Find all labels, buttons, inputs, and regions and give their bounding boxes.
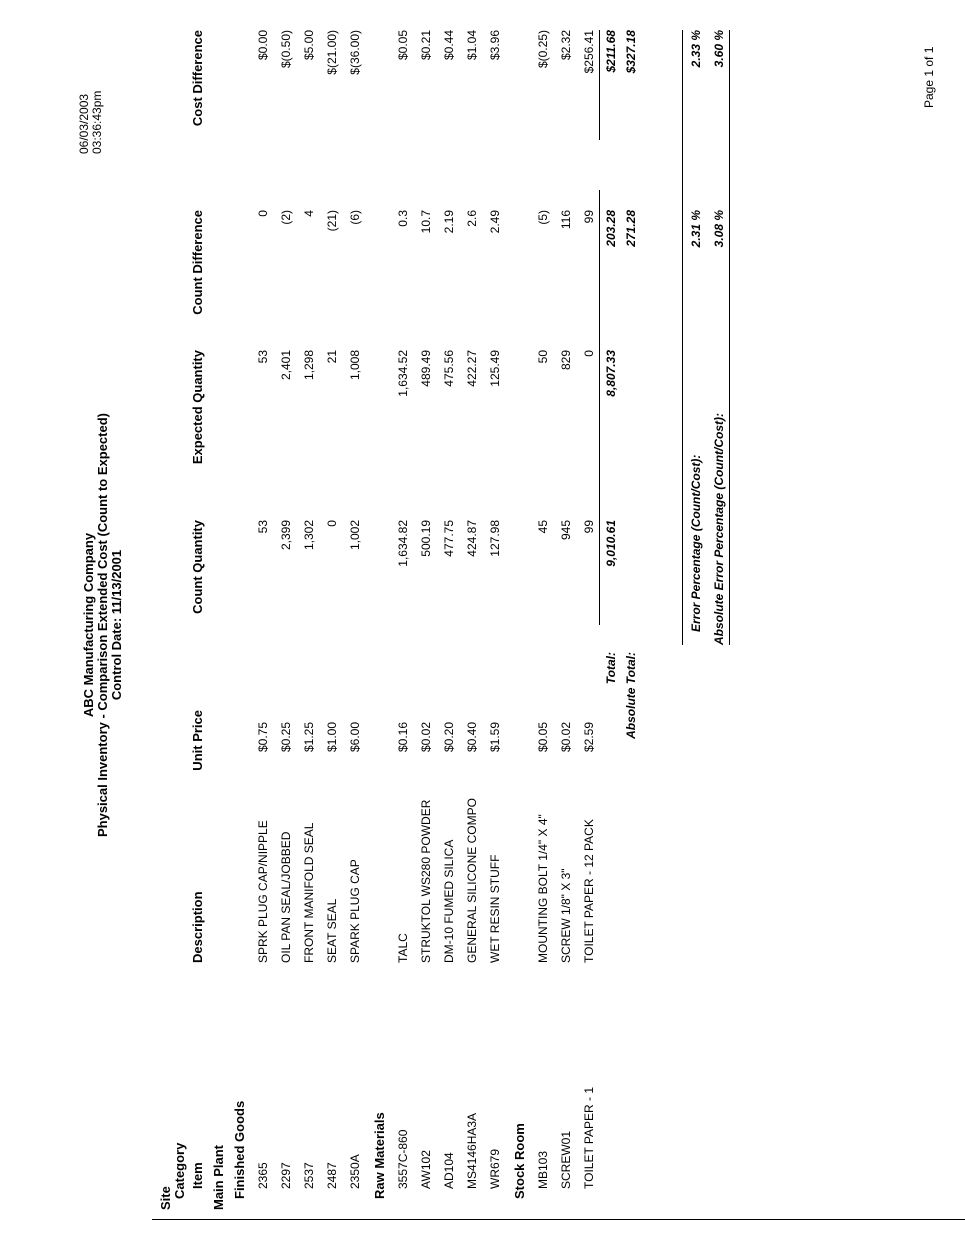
col-count-quantity: Count Quantity	[190, 520, 205, 614]
cell-expected-quantity: 21	[325, 350, 339, 364]
cell-cost-difference: $(0.50)	[279, 30, 293, 69]
totals-rule-cost	[599, 30, 600, 140]
cell-cost-difference: $(0.25)	[536, 30, 550, 69]
cell-count-quantity: 1,302	[302, 520, 316, 551]
cell-description: OIL PAN SEAL/JOBBED	[279, 831, 293, 963]
cell-item: 2297	[279, 1162, 293, 1189]
cell-item: AD104	[442, 1152, 456, 1189]
cell-item: SCREW01	[559, 1130, 573, 1189]
cell-count-quantity: 2,399	[279, 520, 293, 551]
category-heading: Raw Materials	[372, 1112, 387, 1199]
total-count-difference: 203.28	[604, 210, 618, 247]
absolute-error-percentage-label: Absolute Error Percentage (Count/Cost):	[712, 412, 726, 645]
error-percentage-count: 2.31 %	[689, 210, 703, 248]
report-header	[82, 0, 124, 1250]
cell-count-quantity: 53	[256, 520, 270, 534]
col-unit-price: Unit Price	[190, 710, 205, 771]
cell-item: 3557C-860	[396, 1129, 410, 1189]
cell-description: SCREW 1/8" X 3"	[559, 868, 573, 963]
cell-description: GENERAL SILICONE COMPO	[465, 798, 479, 963]
category-heading: Finished Goods	[232, 1100, 247, 1199]
absolute-total-cost-difference: $327.18	[624, 30, 638, 74]
cell-unit-price: $6.00	[348, 721, 362, 752]
category-heading: Stock Room	[512, 1123, 527, 1199]
cell-count-difference: 10.7	[419, 210, 433, 234]
cell-count-quantity: 945	[559, 520, 573, 541]
cell-description: WET RESIN STUFF	[488, 854, 502, 963]
cell-unit-price: $0.05	[536, 721, 550, 752]
cell-count-difference: 0.3	[396, 210, 410, 227]
cell-unit-price: $0.25	[279, 721, 293, 752]
cell-count-quantity: 0	[325, 520, 339, 527]
total-cost-difference: $211.68	[604, 30, 618, 73]
cell-description: DM-10 FUMED SILICA	[442, 839, 456, 963]
cell-count-quantity: 477.75	[442, 520, 456, 557]
cell-cost-difference: $2.32	[559, 30, 573, 61]
cell-count-difference: 2.6	[465, 210, 479, 227]
print-date: 06/03/2003	[77, 93, 91, 154]
total-expected-quantity: 8,807.33	[604, 350, 618, 397]
col-description: Description	[190, 891, 205, 963]
cell-description: SPRK PLUG CAP/NIPPLE	[256, 820, 270, 963]
cell-description: TOILET PAPER - 12 PACK	[582, 819, 596, 963]
print-timestamp	[78, 91, 104, 154]
cell-cost-difference: $0.21	[419, 30, 433, 61]
cell-cost-difference: $(36.00)	[348, 30, 362, 75]
col-expected-quantity: Expected Quantity	[190, 350, 205, 465]
cell-expected-quantity: 50	[536, 350, 550, 364]
cell-unit-price: $0.02	[419, 721, 433, 752]
cell-count-quantity: 45	[536, 520, 550, 534]
cell-item: 2537	[302, 1162, 316, 1189]
cell-count-quantity: 500.19	[419, 520, 433, 557]
cell-unit-price: $2.59	[582, 721, 596, 752]
cell-count-quantity: 127.98	[488, 520, 502, 557]
absolute-error-percentage-cost: 3.60 %	[712, 30, 726, 68]
col-site: Site	[158, 1186, 173, 1210]
company-name: ABC Manufacturing Company	[81, 532, 96, 718]
cell-unit-price: $1.25	[302, 721, 316, 752]
control-date: Control Date: 11/13/2001	[109, 549, 124, 701]
error-percentage-label: Error Percentage (Count/Cost):	[689, 454, 703, 632]
cell-count-difference: 4	[302, 210, 316, 217]
total-label: Total:	[604, 652, 618, 685]
cell-expected-quantity: 422.27	[465, 350, 479, 387]
cell-count-quantity: 1,634.82	[396, 520, 410, 567]
cell-expected-quantity: 489.49	[419, 350, 433, 387]
cell-expected-quantity: 0	[582, 350, 596, 357]
cell-expected-quantity: 2,401	[279, 350, 293, 381]
cell-description: FRONT MANIFOLD SEAL	[302, 822, 316, 963]
error-rule	[682, 30, 683, 645]
cell-count-difference: 99	[582, 210, 596, 224]
absolute-total-count-difference: 271.28	[624, 210, 638, 247]
cell-expected-quantity: 125.49	[488, 350, 502, 387]
cell-item: TOILET PAPER - 1	[582, 1086, 596, 1189]
cell-cost-difference: $(21.00)	[325, 30, 339, 75]
cell-expected-quantity: 1,634.52	[396, 350, 410, 397]
cell-count-difference: 2.49	[488, 210, 502, 234]
cell-item: 2487	[325, 1162, 339, 1189]
cell-count-difference: (6)	[348, 210, 362, 225]
cell-count-difference: 2.19	[442, 210, 456, 234]
cell-unit-price: $0.02	[559, 721, 573, 752]
cell-cost-difference: $0.05	[396, 30, 410, 61]
cell-description: SPARK PLUG CAP	[348, 859, 362, 963]
cell-count-quantity: 99	[582, 520, 596, 534]
header-rule	[152, 1219, 965, 1220]
cell-expected-quantity: 1,008	[348, 350, 362, 381]
cell-expected-quantity: 829	[559, 350, 573, 371]
cell-cost-difference: $256.41	[582, 30, 596, 74]
cell-unit-price: $0.20	[442, 721, 456, 752]
cell-count-difference: 0	[256, 210, 270, 217]
report-title: Physical Inventory - Comparison Extended Cost (Count to Expected)	[95, 413, 110, 838]
error-percentage-cost: 2.33 %	[689, 30, 703, 68]
print-time: 03:36:43pm	[90, 90, 104, 154]
site-name: Main Plant	[211, 1144, 226, 1210]
cell-description: SEAT SEAL	[325, 898, 339, 963]
cell-description: STRUKTOL WS280 POWDER	[419, 799, 433, 963]
absolute-total-label: Absolute Total:	[624, 652, 638, 739]
cell-expected-quantity: 1,298	[302, 350, 316, 381]
cell-cost-difference: $1.04	[465, 30, 479, 61]
col-item: Item	[190, 1162, 205, 1189]
cell-cost-difference: $3.96	[488, 30, 502, 61]
cell-item: 2350A	[348, 1154, 362, 1189]
cell-count-quantity: 424.87	[465, 520, 479, 557]
cell-expected-quantity: 475.56	[442, 350, 456, 387]
page-number: Page 1 of 1	[922, 46, 936, 108]
cell-description: MOUNTING BOLT 1/4" X 4"	[536, 814, 550, 963]
cell-cost-difference: $5.00	[302, 30, 316, 61]
cell-count-difference: (5)	[536, 210, 550, 225]
cell-item: MS4146HA3A	[465, 1112, 479, 1189]
cell-unit-price: $0.16	[396, 721, 410, 752]
cell-item: MB103	[536, 1150, 550, 1189]
cell-cost-difference: $0.00	[256, 30, 270, 61]
cell-count-difference: (21)	[325, 210, 339, 232]
totals-rule	[599, 190, 600, 625]
total-count-quantity: 9,010.61	[604, 520, 618, 567]
error-rule-bottom	[729, 30, 730, 645]
cell-expected-quantity: 53	[256, 350, 270, 364]
absolute-error-percentage-count: 3.08 %	[712, 210, 726, 248]
cell-unit-price: $1.00	[325, 721, 339, 752]
cell-description: TALC	[396, 933, 410, 963]
col-category: Category	[172, 1142, 187, 1199]
cell-cost-difference: $0.44	[442, 30, 456, 61]
cell-item: 2365	[256, 1162, 270, 1189]
col-cost-difference: Cost Difference	[190, 30, 205, 127]
cell-count-difference: (2)	[279, 210, 293, 225]
cell-unit-price: $0.75	[256, 721, 270, 752]
cell-count-difference: 116	[559, 210, 573, 230]
cell-unit-price: $0.40	[465, 721, 479, 752]
cell-item: WR679	[488, 1148, 502, 1189]
col-count-difference: Count Difference	[190, 210, 205, 315]
cell-item: AW102	[419, 1150, 433, 1189]
cell-count-quantity: 1,002	[348, 520, 362, 551]
cell-unit-price: $1.59	[488, 721, 502, 752]
